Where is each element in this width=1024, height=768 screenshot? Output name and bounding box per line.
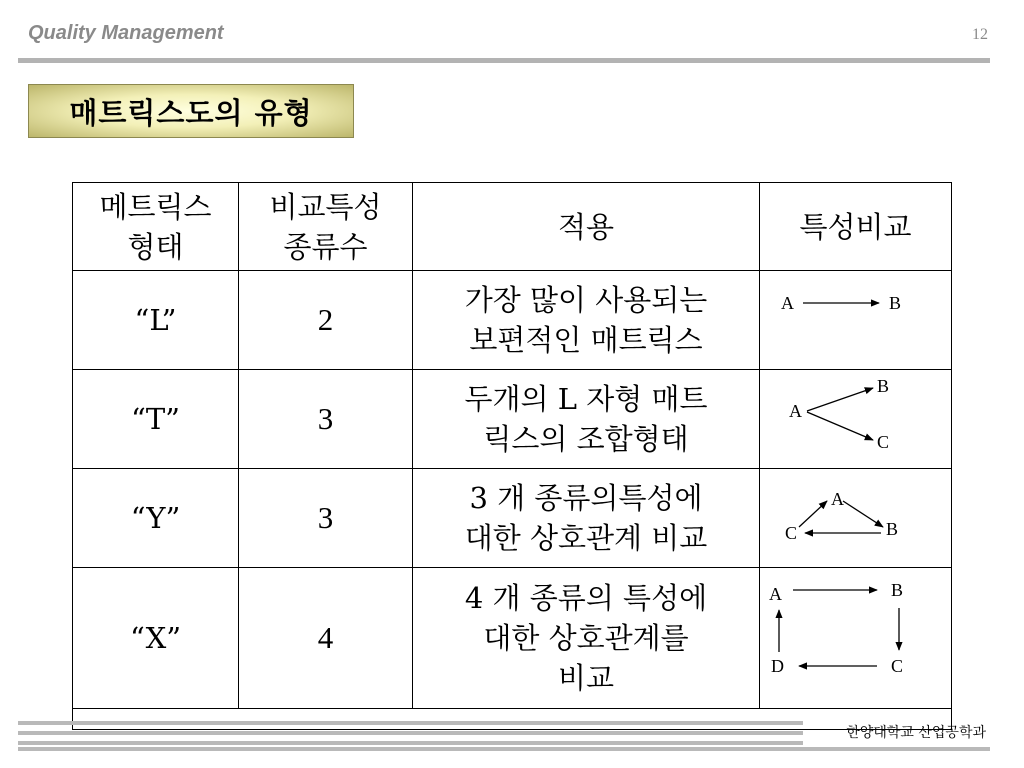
application-line: 3 개 종류의특성에 — [469, 481, 703, 515]
application-line: 릭스의 조합형태 — [483, 422, 689, 456]
characteristic-count-cell: 3 — [239, 370, 413, 469]
application-line: 두개의 L 자형 매트 — [464, 382, 708, 416]
header-matrix-type-line2: 형태 — [127, 229, 184, 264]
arrow — [843, 501, 883, 527]
y-shape-diagram — [761, 469, 951, 557]
diagram-label: C — [784, 523, 797, 543]
characteristic-count-cell: 4 — [239, 568, 413, 709]
diagram-label: B — [876, 376, 889, 396]
header-title: Quality Management — [28, 22, 224, 44]
diagram-label: A — [780, 293, 794, 313]
footer-organization: 한양대학교 산업공학과 — [846, 725, 986, 741]
section-title: 매트릭스도의 유형 — [28, 84, 354, 138]
table-header-row — [73, 183, 952, 271]
diagram-label: A — [768, 584, 782, 604]
table-row — [73, 469, 952, 568]
characteristic-count-cell: 2 — [239, 271, 413, 370]
header-matrix-type — [73, 183, 239, 271]
header-application: 적용 — [413, 183, 760, 271]
arrow — [807, 412, 873, 440]
l-shape-diagram — [761, 271, 951, 359]
table-row — [73, 271, 952, 370]
application-line: 가장 많이 사용되는 — [464, 283, 708, 317]
matrix-type-cell: “T” — [73, 370, 239, 469]
x-shape-diagram — [761, 568, 951, 698]
comparison-diagram-cell — [760, 370, 952, 469]
header-characteristic-count — [239, 183, 413, 271]
matrix-type-cell: “Y” — [73, 469, 239, 568]
header-characteristic-comparison: 특성비교 — [760, 183, 952, 271]
table-row — [73, 568, 952, 709]
t-shape-diagram — [761, 370, 951, 458]
arrow — [799, 501, 827, 527]
comparison-diagram-cell — [760, 469, 952, 568]
diagram-label: A — [830, 489, 844, 509]
header-matrix-type-line1: 메트릭스 — [99, 189, 212, 224]
matrix-types-table — [72, 182, 952, 730]
application-line: 대한 상호관계 비교 — [464, 521, 708, 555]
application-cell — [413, 370, 760, 469]
page-number: 12 — [972, 26, 988, 43]
comparison-diagram-cell — [760, 568, 952, 709]
application-cell — [413, 568, 760, 709]
matrix-type-cell: “X” — [73, 568, 239, 709]
application-line: 보편적인 매트릭스 — [469, 323, 703, 357]
characteristic-count-cell: 3 — [239, 469, 413, 568]
diagram-label: B — [888, 293, 901, 313]
diagram-label: B — [890, 580, 903, 600]
application-line: 대한 상호관계를 — [483, 621, 689, 655]
comparison-diagram-cell — [760, 271, 952, 370]
arrow — [807, 388, 873, 411]
diagram-label: B — [885, 519, 898, 539]
diagram-label: D — [770, 656, 784, 676]
application-line: 4 개 종류의 특성에 — [464, 581, 708, 615]
diagram-label: A — [788, 401, 802, 421]
matrix-type-cell: “L” — [73, 271, 239, 370]
application-cell — [413, 469, 760, 568]
footer-divider-bottom — [18, 747, 990, 751]
application-line: 비교 — [557, 661, 615, 695]
header-divider — [18, 58, 990, 63]
diagram-label: C — [876, 432, 889, 452]
header-characteristic-count-line1: 비교특성 — [269, 189, 382, 224]
table-row — [73, 370, 952, 469]
application-cell — [413, 271, 760, 370]
header-characteristic-count-line2: 종류수 — [283, 229, 368, 264]
diagram-label: C — [890, 656, 903, 676]
